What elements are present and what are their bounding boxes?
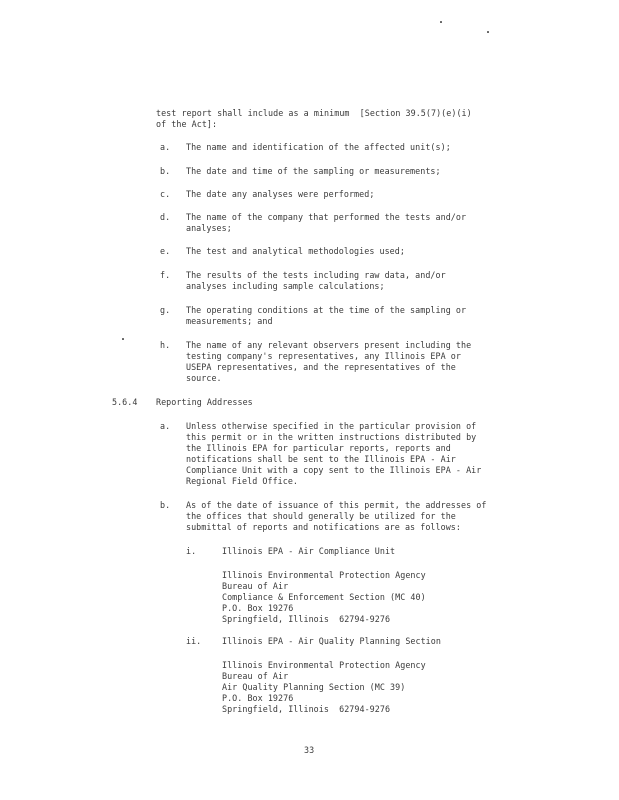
item-c-label: c. — [160, 189, 171, 199]
office-ii-address-2: Bureau of Air — [222, 671, 289, 681]
office-i-address-3: Compliance & Enforcement Section (MC 40) — [222, 592, 426, 602]
item-e-text: The test and analytical methodologies used; — [186, 246, 405, 256]
office-ii-address-3: Air Quality Planning Section (MC 39) — [222, 682, 406, 692]
page-number: 33 — [304, 745, 315, 755]
section-item-a-text-1: Unless otherwise specified in the particular provision of — [186, 421, 477, 431]
section-item-b-label: b. — [160, 500, 171, 510]
item-a-text: The name and identification of the affected unit(s); — [186, 142, 451, 152]
section-item-a-text-5: Compliance Unit with a copy sent to the Illinois EPA - Air — [186, 465, 482, 475]
section-item-b-text-1: As of the date of issuance of this permit, the addresses of — [186, 500, 487, 510]
item-g-label: g. — [160, 305, 171, 315]
scan-speck — [122, 338, 124, 340]
item-a-label: a. — [160, 142, 171, 152]
office-i-address-1: Illinois Environmental Protection Agency — [222, 570, 426, 580]
section-item-a-text-2: this permit or in the written instructions distributed by — [186, 432, 477, 442]
office-ii-address-5: Springfield, Illinois 62794-9276 — [222, 704, 391, 714]
item-d-text-1: The name of the company that performed the tests and/or — [186, 212, 467, 222]
item-b-text: The date and time of the sampling or measurements; — [186, 166, 441, 176]
intro-line-2: of the Act]: — [156, 119, 218, 129]
item-d-text-2: analyses; — [186, 223, 232, 233]
section-item-b-text-2: the offices that should generally be utilized for the — [186, 511, 456, 521]
item-h-label: h. — [160, 340, 171, 350]
item-g-text-2: measurements; and — [186, 316, 273, 326]
section-item-a-label: a. — [160, 421, 171, 431]
office-i-address-5: Springfield, Illinois 62794-9276 — [222, 614, 391, 624]
section-item-a-text-4: notifications shall be sent to the Illinois EPA - Air — [186, 454, 456, 464]
item-h-text-2: testing company's representatives, any Illinois EPA or — [186, 351, 461, 361]
item-g-text-1: The operating conditions at the time of the sampling or — [186, 305, 467, 315]
scan-speck — [440, 21, 442, 23]
office-i-address-4: P.O. Box 19276 — [222, 603, 294, 613]
intro-line-1: test report shall include as a minimum [Section 39.5(7)(e)(i) — [156, 108, 472, 118]
section-title: Reporting Addresses — [156, 397, 253, 407]
item-f-text-1: The results of the tests including raw data, and/or — [186, 270, 446, 280]
section-item-b-text-3: submittal of reports and notifications are as follows: — [186, 522, 461, 532]
office-i-address-2: Bureau of Air — [222, 581, 289, 591]
office-ii-title: Illinois EPA - Air Quality Planning Section — [222, 636, 441, 646]
office-i-label: i. — [186, 546, 197, 556]
section-item-a-text-6: Regional Field Office. — [186, 476, 299, 486]
item-e-label: e. — [160, 246, 171, 256]
item-b-label: b. — [160, 166, 171, 176]
scan-speck — [487, 31, 489, 33]
office-ii-address-4: P.O. Box 19276 — [222, 693, 294, 703]
item-f-label: f. — [160, 270, 171, 280]
section-number: 5.6.4 — [112, 397, 138, 407]
item-h-text-3: USEPA representatives, and the representatives of the — [186, 362, 456, 372]
office-ii-label: ii. — [186, 636, 202, 646]
item-h-text-1: The name of any relevant observers present including the — [186, 340, 472, 350]
section-item-a-text-3: the Illinois EPA for particular reports, reports and — [186, 443, 451, 453]
office-ii-address-1: Illinois Environmental Protection Agency — [222, 660, 426, 670]
office-i-title: Illinois EPA - Air Compliance Unit — [222, 546, 396, 556]
item-d-label: d. — [160, 212, 171, 222]
item-f-text-2: analyses including sample calculations; — [186, 281, 385, 291]
item-c-text: The date any analyses were performed; — [186, 189, 375, 199]
item-h-text-4: source. — [186, 373, 222, 383]
